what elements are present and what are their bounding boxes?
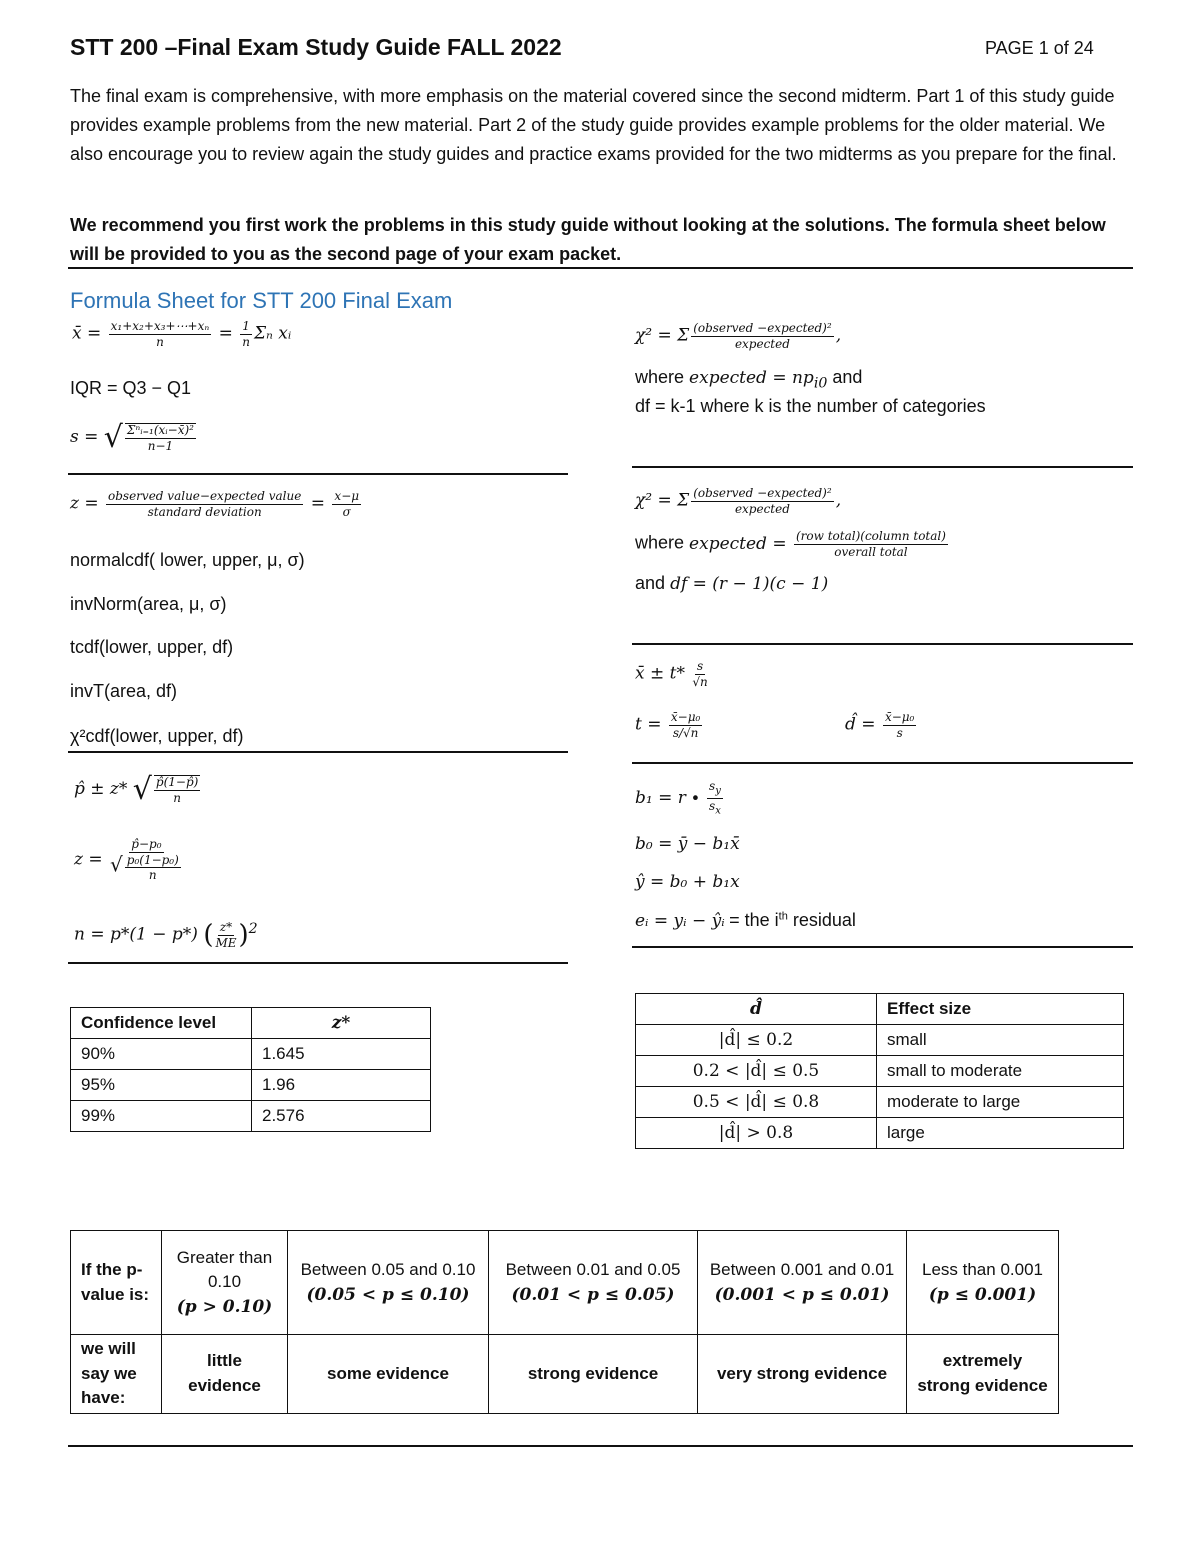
table-cell: |d̂| ≤ 0.2 [636,1025,877,1056]
range-math: (p > 0.10) [176,1296,273,1317]
residual-formula: eᵢ = yᵢ − ŷᵢ = the $i^{th}$ residual [635,910,856,931]
table-cell: 2.576 [252,1101,431,1132]
table-cell: 1.96 [252,1070,431,1101]
chi2cdf-formula: χ²cdf(lower, upper, df) [70,726,244,746]
table-header: Effect size [877,994,1124,1025]
range-math: (p ≤ 0.001) [928,1284,1037,1305]
table-cell: little evidence [162,1335,288,1414]
p-value-table [70,1230,1059,1414]
t-ci-formula: x̄ ± t* $\frac{s}{√n}$ [635,659,708,689]
cohens-d-formula: d̂ = $\frac{\text{x̄−μ₀}}{s}$ [845,710,915,740]
divider [68,473,568,475]
divider [632,762,1133,764]
table-cell [698,1231,907,1335]
t-statistic-formula: t = $\frac{\text{x̄−μ₀}}{s/√n}$ [635,710,701,740]
table-cell: large [877,1118,1124,1149]
table-cell: 95% [71,1070,252,1101]
table-cell: 0.5 < |d̂| ≤ 0.8 [636,1087,877,1118]
range-math: (0.05 < p ≤ 0.10) [306,1284,470,1305]
divider [632,466,1133,468]
table-cell: small to moderate [877,1056,1124,1087]
table-row [636,1087,1124,1118]
table-cell: 1.645 [252,1039,431,1070]
tcdf-formula: tcdf(lower, upper, df) [70,637,234,657]
chi-ind-expected: where expected = $\frac{\text{(row total)(column total)}}{\text{overall total}}$ [635,529,946,559]
table-cell [162,1231,288,1335]
page-label: PAGE [985,38,1034,58]
table-cell [288,1231,489,1335]
chi-gof-expected: where expected = $np_{i0}$ and [635,367,863,392]
intro-bold-paragraph: We recommend you first work the problems in this study guide without looking at the solutions. The formula sheet below will be provided to you as the second page of your exam packet. [70,215,1106,264]
proportion-ci-formula: p̂ ± z* √ $\frac{p̂(1-p̂)}{n}$ [74,772,199,807]
sd-formula: s = √ $\frac{\text{Σⁿᵢ₌₁(xᵢ−x̄)²}}{n-1}$ [70,420,194,455]
range-text: Less than 0.001 [922,1259,1043,1279]
table-cell: small [877,1025,1124,1056]
proportion-z-formula: z = p̂−p₀ √ $\frac{\text{p₀(1−p₀)}}{n}$ [74,837,179,883]
range-text: Between 0.05 and 0.10 [300,1259,476,1279]
sample-size-formula: n = p*(1 − p*) ( $\frac{z*}{ME}$ )$^2$ [74,919,258,950]
mean-formula: x̄ = $\frac{\text{x₁+x₂+x₃+⋯+xₙ}}{n}$ = $\frac{1}{n}$ Σₙ xᵢ [72,319,292,349]
table-row [636,1056,1124,1087]
table-header: If the p-value is: [71,1231,162,1335]
divider [68,962,568,964]
range-text: Between 0.001 and 0.01 [709,1259,895,1279]
table-header: z* [252,1008,431,1039]
chi-square-independence-formula: χ² = Σ $\frac{\text{(observed −expected)²}}{\text{expected}}$ , [635,486,842,516]
table-header-row [71,1008,431,1039]
formula-sheet-heading: Formula Sheet for STT 200 Final Exam [70,288,453,313]
regression-line-formula: ŷ = b₀ + b₁x [635,872,740,892]
table-cell [489,1231,698,1335]
table-row [71,1101,431,1132]
range-text: Between 0.01 and 0.05 [505,1259,681,1279]
iqr-formula: IQR = Q3 − Q1 [70,378,192,398]
residual-sup: th [778,910,788,923]
table-header-row [636,994,1124,1025]
table-row [71,1070,431,1101]
chi-gof-df: df = k-1 where k is the number of categories [635,396,986,416]
page-total: of 24 [1053,38,1094,58]
z-score-formula: z = $\frac{\text{observed value−expected value}}{\text{standard deviation}}$ = $\frac{x-\mu}{\sigma}$ [70,489,360,519]
normalcdf-formula: normalcdf( lower, upper, μ, σ) [70,550,305,570]
table-row [71,1039,431,1070]
table-row [71,1335,1059,1414]
table-row [636,1118,1124,1149]
table-cell [907,1231,1059,1335]
table-cell: some evidence [288,1335,489,1414]
table-cell: 0.2 < |d̂| ≤ 0.5 [636,1056,877,1087]
intro-paragraph: The final exam is comprehensive, with more emphasis on the material covered since the second midterm. Part 1 of this study guide provides example problems from the new material. Part 2 of the study guide provides example problems for the older material. We also encourage you to review again the study guides and practice exams provided for the two midterms as you prepare for the final. [70,86,1117,164]
divider [68,751,568,753]
table-cell: 99% [71,1101,252,1132]
chi-gof-and: and [832,367,863,387]
confidence-level-table [70,1007,431,1132]
invnorm-formula: invNorm(area, μ, σ) [70,594,227,614]
residual-text: = the i [729,910,779,930]
table-header: we will say we have: [71,1335,162,1414]
page-number: 1 [1038,38,1049,58]
effect-size-table [635,993,1124,1149]
divider [632,643,1133,645]
chi-gof-where: where [635,367,685,387]
table-header: d̂ [636,994,877,1025]
page-indicator [985,38,1094,59]
table-header: Confidence level [71,1008,252,1039]
chi-ind-df: and df = (r − 1)(c − 1) [635,573,829,594]
slope-formula: b₁ = r ∙ $\frac{s_y}{s_x}$ [635,779,721,817]
table-cell: moderate to large [877,1087,1124,1118]
divider [68,1445,1133,1447]
table-cell: strong evidence [489,1335,698,1414]
table-row [71,1231,1059,1335]
range-math: (0.001 < p ≤ 0.01) [714,1284,890,1305]
invt-formula: invT(area, df) [70,681,178,701]
table-cell: 90% [71,1039,252,1070]
chi-square-gof-formula: χ² = Σ $\frac{\text{(observed −expected)²}}{\text{expected}}$ , [635,321,842,351]
table-cell: extremely strong evidence [907,1335,1059,1414]
range-text: Greater than 0.10 [176,1247,273,1292]
divider [68,267,1133,269]
document-title: STT 200 –Final Exam Study Guide FALL 2022 [70,34,562,60]
range-math: (0.01 < p ≤ 0.05) [511,1284,675,1305]
intercept-formula: b₀ = ȳ − b₁x̄ [635,834,740,854]
chi-ind-and: and [635,573,666,593]
divider [632,946,1133,948]
table-cell: very strong evidence [698,1335,907,1414]
table-row [636,1025,1124,1056]
residual-tail: residual [787,910,856,930]
chi-ind-where: where [635,532,685,553]
table-cell: |d̂| > 0.8 [636,1118,877,1149]
